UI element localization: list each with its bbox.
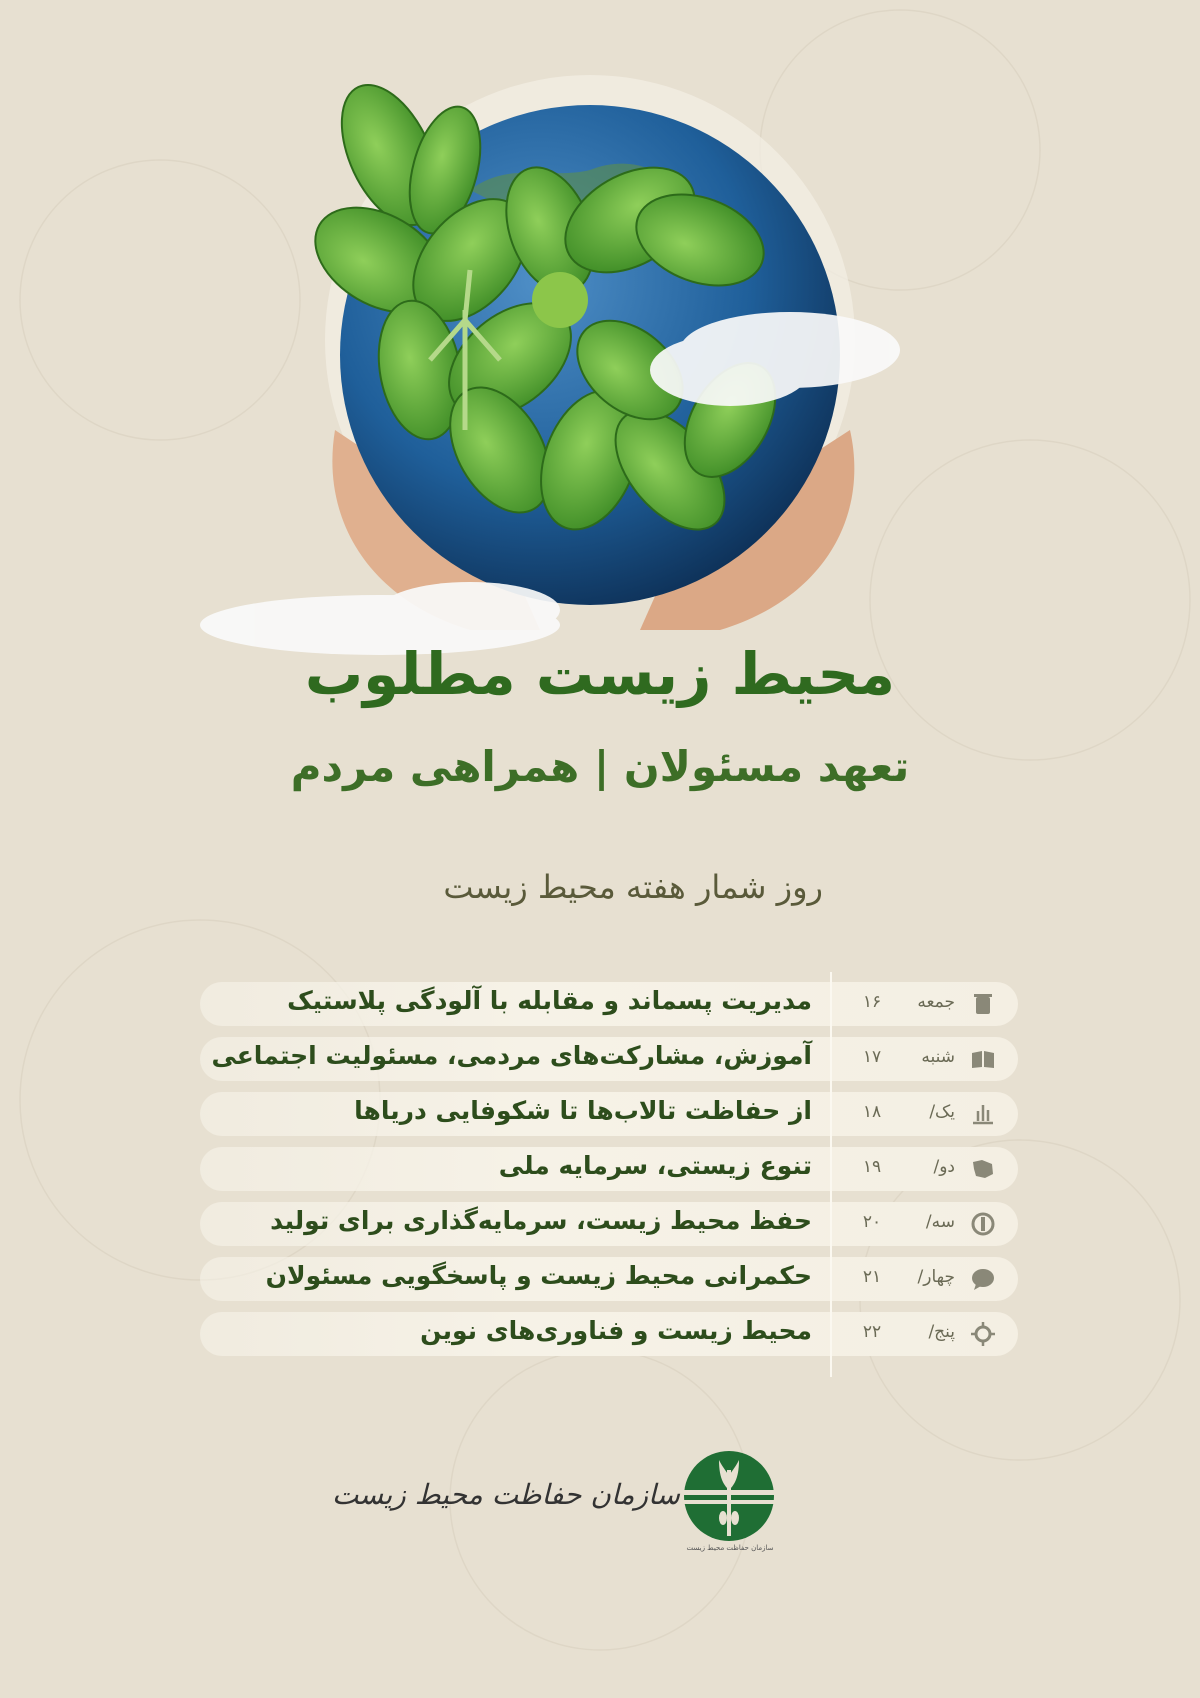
schedule-row <box>200 1312 1018 1356</box>
schedule-day: پنج/ <box>928 1322 955 1342</box>
iran-map-icon <box>970 1156 996 1182</box>
speech-bubble-icon <box>970 1266 996 1292</box>
schedule-topic: حفظ محیط زیست، سرمایه‌گذاری برای تولید <box>270 1206 812 1235</box>
schedule-topic: آموزش، مشارکت‌های مردمی، مسئولیت اجتماعی <box>211 1041 812 1070</box>
book-icon <box>970 1046 996 1072</box>
schedule-topic: حکمرانی محیط زیست و پاسخگویی مسئولان <box>265 1261 812 1290</box>
schedule-day: یک/ <box>929 1102 955 1122</box>
schedule-day: چهار/ <box>917 1267 955 1287</box>
poster-title: محیط زیست مطلوب <box>304 640 896 708</box>
schedule-date: ۱۶ <box>862 992 882 1012</box>
schedule-day: دو/ <box>933 1157 955 1177</box>
schedule-date: ۱۸ <box>862 1102 882 1122</box>
schedule-topic: از حفاظت تالاب‌ها تا شکوفایی دریاها <box>354 1096 812 1125</box>
schedule-date: ۱۹ <box>862 1157 882 1177</box>
poster-subtitle: تعهد مسئولان | همراهی مردم <box>290 742 910 791</box>
countdown-heading: روز شمار هفته محیط زیست <box>443 868 823 906</box>
logo-caption: سازمان حفاظت محیط زیست <box>686 1544 774 1552</box>
schedule-row <box>200 1202 1018 1246</box>
schedule-date: ۱۷ <box>862 1047 882 1067</box>
schedule-row <box>200 982 1018 1026</box>
schedule-topic: تنوع زیستی، سرمایه ملی <box>498 1151 812 1180</box>
doe-logo <box>683 1450 775 1542</box>
tech-gear-icon <box>970 1321 996 1347</box>
schedule-day: شنبه <box>921 1047 955 1067</box>
schedule-date: ۲۰ <box>862 1212 882 1232</box>
trash-bin-icon <box>970 991 996 1017</box>
hero-globe-illustration <box>170 70 1000 710</box>
schedule-day: سه/ <box>925 1212 955 1232</box>
schedule-row <box>200 1147 1018 1191</box>
schedule-divider <box>830 972 832 1377</box>
schedule-row <box>200 1092 1018 1136</box>
schedule-topic: مدیریت پسماند و مقابله با آلودگی پلاستیک <box>287 986 812 1015</box>
schedule-topic: محیط زیست و فناوری‌های نوین <box>420 1316 812 1345</box>
organization-name: سازمان حفاظت محیط زیست <box>332 1478 680 1511</box>
schedule-date: ۲۱ <box>862 1267 882 1287</box>
emblem-icon <box>970 1211 996 1237</box>
schedule-row <box>200 1257 1018 1301</box>
schedule-date: ۲۲ <box>862 1322 882 1342</box>
wetland-icon <box>970 1101 996 1127</box>
schedule-row <box>200 1037 1018 1081</box>
schedule-day: جمعه <box>917 992 955 1012</box>
